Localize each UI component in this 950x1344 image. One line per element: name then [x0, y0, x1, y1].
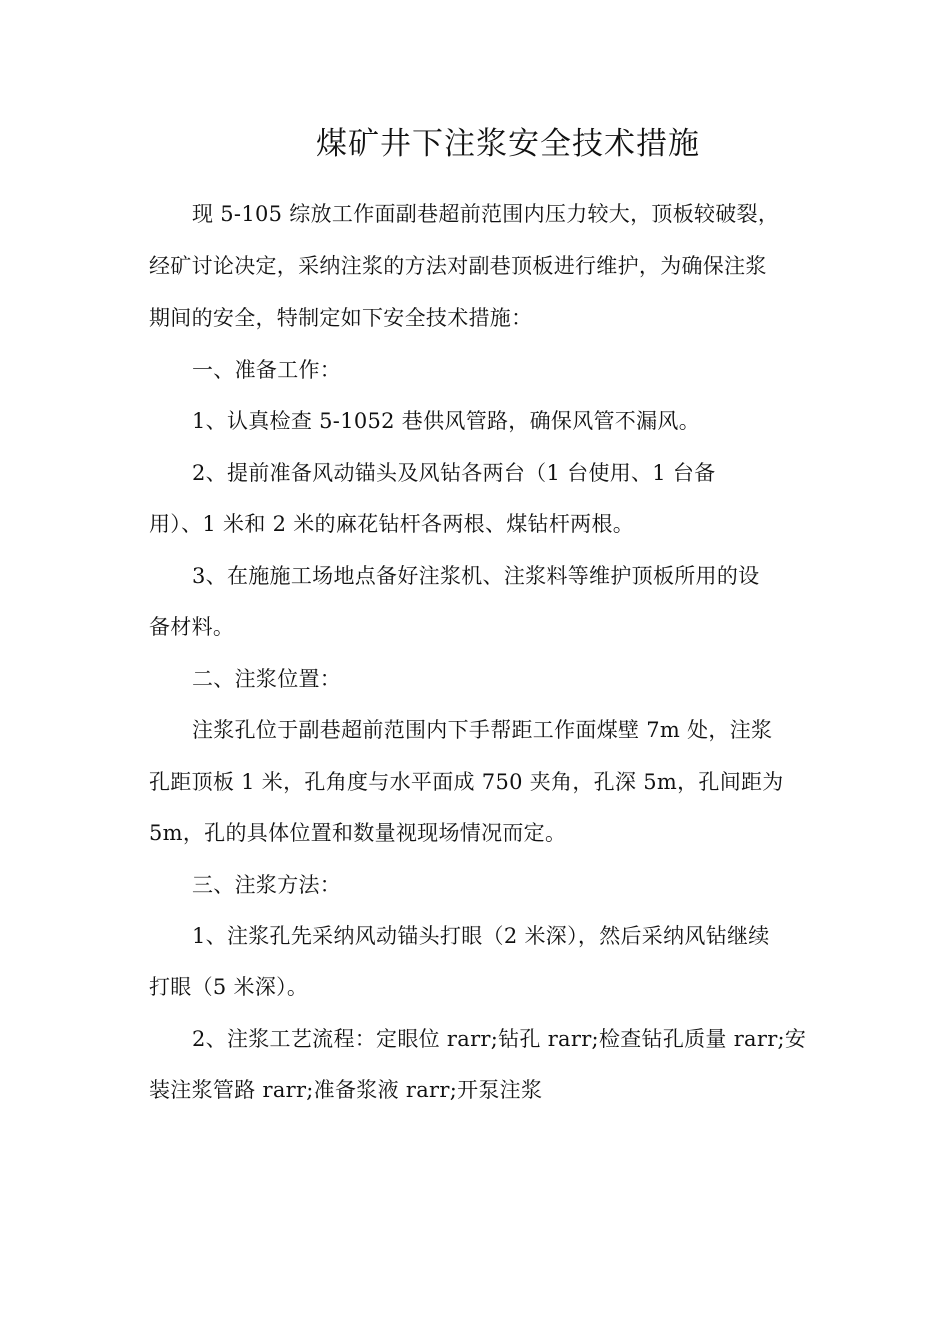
section-heading: 三、注浆方法： [192, 873, 342, 897]
paragraph-line: 注浆孔位于副巷超前范围内下手帮距工作面煤壁 7m 处，注浆 [192, 718, 773, 742]
paragraph-line: 1、认真检查 5-1052 巷供风管路，确保风管不漏风。 [192, 409, 701, 433]
paragraph-line: 备材料。 [149, 615, 235, 639]
section-heading: 一、准备工作： [192, 358, 342, 382]
paragraph-line: 现 5-105 综放工作面副巷超前范围内压力较大，顶板较破裂， [192, 202, 780, 226]
paragraph-line: 孔距顶板 1 米，孔角度与水平面成 750 夹角，孔深 5m，孔间距为 [149, 770, 784, 794]
section-heading: 二、注浆位置： [192, 667, 342, 691]
paragraph-line: 装注浆管路 rarr;准备浆液 rarr;开泵注浆 [149, 1078, 543, 1102]
paragraph-line: 经矿讨论决定，采纳注浆的方法对副巷顶板进行维护，为确保注浆 [149, 254, 767, 278]
paragraph-line: 2、注浆工艺流程：定眼位 rarr;钻孔 rarr;检查钻孔质量 rarr;安 [192, 1027, 807, 1051]
paragraph-line: 用）、1 米和 2 米的麻花钻杆各两根、煤钻杆两根。 [149, 512, 635, 536]
document-title: 煤矿井下注浆安全技术措施 [316, 126, 700, 162]
paragraph-line: 打眼（5 米深）。 [149, 975, 309, 999]
paragraph-line: 2、提前准备风动锚头及风钻各两台（1 台使用、1 台备 [192, 461, 716, 485]
paragraph-line: 期间的安全，特制定如下安全技术措施： [149, 306, 533, 330]
paragraph-line: 1、注浆孔先采纳风动锚头打眼（2 米深），然后采纳风钻继续 [192, 924, 770, 948]
paragraph-line: 5m，孔的具体位置和数量视现场情况而定。 [149, 821, 567, 845]
paragraph-line: 3、在施施工场地点备好注浆机、注浆料等维护顶板所用的设 [192, 564, 760, 588]
